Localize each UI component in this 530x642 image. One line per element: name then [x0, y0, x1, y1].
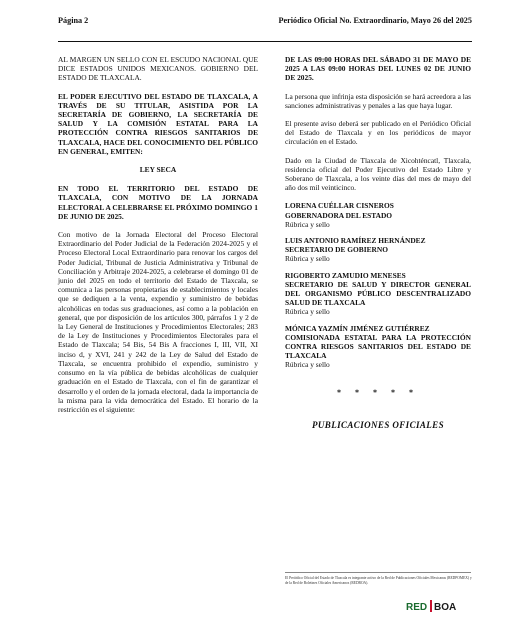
- date-place-paragraph: Dado en la Ciudad de Tlaxcala de Xicohténcatl, Tlaxcala, residencia oficial del Poder Ejecutivo del Estado Libre y Soberano de Tlaxcala, a los veinte días del mes de mayo del año dos mil veinticinco.: [285, 155, 471, 193]
- decree-summary: EN TODO EL TERRITORIO DEL ESTADO DE TLAXCALA, CON MOTIVO DE LA JORNADA ELECTORAL A CELEBRARSE EL PRÓXIMO DOMINGO 1 DE JUNIO DE 2025.: [58, 184, 258, 221]
- restriction-schedule: DE LAS 09:00 HORAS DEL SÁBADO 31 DE MAYO DE 2025 A LAS 09:00 HORAS DEL LUNES 02 DE JUNIO DE 2025.: [285, 55, 471, 83]
- footer-note: El Periódico Oficial del Estado de Tlaxcala es integrante activo de la Red de Publicaciones Oficiales Mexicanas (REDPOMEX) y de la Red de Boletines Oficiales Americanos (REDBOA).: [285, 576, 472, 585]
- svg-text:BOA: BOA: [434, 602, 457, 613]
- signer-name: LUIS ANTONIO RAMÍREZ HERNÁNDEZ: [285, 236, 426, 246]
- page-number: Página 2: [58, 16, 89, 25]
- signer-block: [285, 271, 471, 317]
- signer-name: RIGOBERTO ZAMUDIO MENESES: [285, 270, 406, 280]
- redboa-logo-icon: [400, 596, 472, 618]
- issuing-authority: EL PODER EJECUTIVO DEL ESTADO DE TLAXCALA, A TRAVÉS DE SU TITULAR, ASISTIDA POR LA SECRETARÍA DE GOBIERNO, LA SECRETARÍA DE SALUD Y LA COMISIÓN ESTATAL PARA LA PROTECCIÓN CONTRA RIESGOS SANITARIOS DE TLAXCALA, HACE DEL CONOCIMIENTO DEL PÚBLICO EN GENERAL, EMITEN:: [58, 91, 258, 156]
- sanctions-paragraph: La persona que infrinja esta disposición se hará acreedora a las sanciones administrativas y penales a las que haya lugar.: [285, 91, 471, 110]
- footer-rule: [285, 572, 471, 573]
- section-separator: * * * * *: [337, 387, 419, 397]
- publication-paragraph: El presente aviso deberá ser publicado en el Periódico Oficial del Estado de Tlaxcala y en los periódicos de mayor circulación en el Estado.: [285, 119, 471, 147]
- signer-note: Rúbrica y sello: [285, 307, 330, 317]
- decree-body: Con motivo de la Jornada Electoral del Proceso Electoral Extraordinario del Poder Judicial de la Federación 2024-2025 y el Proceso Electoral Local Extraordinario para renovar los cargos del Poder Judicial, Tribunal de Justicia Administrativa y Tribunal de Conciliación y Arbitraje 2024-2025, a celebrarse el domingo 01 de junio del 2025 en todo el territorio del Estado de Tlaxcala, se comunica a las personas propietarias de establecimientos y locales que se dediquen a la venta, expendio y suministro de bebidas alcohólicas en todas sus graduaciones, así como a la población en general, que por disposición de los artículos 300, párrafos 1 y 2 de la Ley General de Instituciones y Procedimientos Electorales; 283 de la Ley de Instituciones y Procedimientos Electorales para el Estado de Tlaxcala; 54 Bis, 54 Bis A fracciones I, III, VII, XI inciso d, y XVI, 241 y 242 de la Ley de Salud del Estado de Tlaxcala, se encuentra prohibido el expendio, suministro y consumo en la vía pública de bebidas alcohólicas de cualquier graduación en el Estado de Tlaxcala, con el fin de garantizar el desarrollo y el orden de la jornada electoral, dada la importancia de la misma para la vida democrática del Estado. El horario de la restricción es el siguiente:: [58, 230, 258, 414]
- publication-title: Periódico Oficial No. Extraordinario, Mayo 26 del 2025: [278, 16, 472, 25]
- signer-block: [285, 236, 471, 264]
- signer-note: Rúbrica y sello: [285, 219, 330, 229]
- header-rule: [58, 41, 472, 42]
- right-column: [285, 55, 471, 430]
- signer-name: MÓNICA YAZMÍN JIMÉNEZ GUTIÉRREZ: [285, 323, 430, 333]
- left-column: [58, 55, 258, 423]
- margin-seal-note: AL MARGEN UN SELLO CON EL ESCUDO NACIONAL QUE DICE ESTADOS UNIDOS MEXICANOS. GOBIERNO DEL ESTADO DE TLAXCALA.: [58, 55, 258, 83]
- decree-title: LEY SECA: [139, 165, 177, 175]
- signer-title: GOBERNADORA DEL ESTADO: [285, 210, 393, 220]
- signer-note: Rúbrica y sello: [285, 254, 330, 264]
- signer-name: LORENA CUÉLLAR CISNEROS: [285, 201, 394, 211]
- publicaciones-heading: PUBLICACIONES OFICIALES: [312, 419, 444, 430]
- signer-block: [285, 201, 471, 229]
- signer-title: COMISIONADA ESTATAL PARA LA PROTECCIÓN CONTRA RIESGOS SANITARIOS DEL ESTADO DE TLAXCALA: [285, 332, 471, 361]
- signer-block: [285, 324, 471, 370]
- signer-title: SECRETARIO DE GOBIERNO: [285, 245, 388, 255]
- svg-text:RED: RED: [406, 602, 428, 613]
- signer-title: SECRETARIO DE SALUD Y DIRECTOR GENERAL DEL ORGANISMO PÚBLICO DESCENTRALIZADO SALUD DE TLAXCALA: [285, 279, 471, 308]
- signer-note: Rúbrica y sello: [285, 360, 330, 370]
